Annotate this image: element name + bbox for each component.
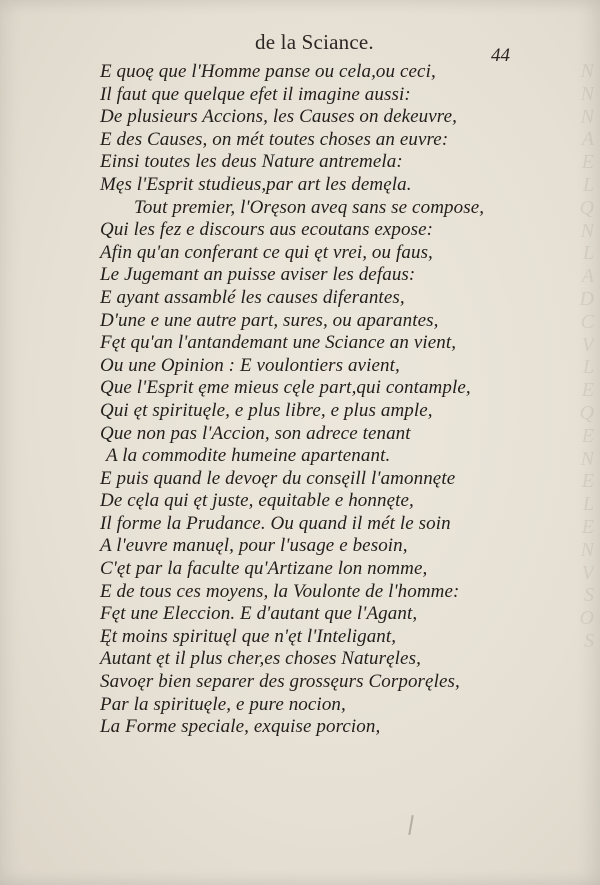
verse-line: Afin qu'an conferant ce qui ęt vrei, ou faus, — [100, 241, 433, 263]
verse-line: Ęt moins spirituęl que n'ęt l'Inteligant, — [100, 625, 397, 647]
verse-line: La Forme speciale, exquise porcion, — [100, 716, 381, 738]
verse-line: Il forme la Prudance. Ou quand il mét le soin — [100, 512, 451, 534]
verse-line: A l'euvre manuęl, pour l'usage e besoin, — [100, 535, 408, 557]
verse-line: Savoęr bien separer des grossęurs Corporęles, — [100, 671, 460, 693]
verse-line: Fęt une Eleccion. E d'autant que l'Agant, — [100, 603, 418, 625]
verse-line: A la commodite humeine apartenant. — [106, 445, 391, 467]
verse-line: Par la spirituęle, e pure nocion, — [100, 693, 346, 715]
page-number: 44 — [491, 45, 510, 66]
verse-line: E ayant assamblé les causes diferantes, — [100, 286, 405, 308]
show-through-text: N N N A E L Q N L A D C V L E Q E N E L E N V S O S — [579, 60, 594, 652]
verse-line: Fęt qu'an l'antandemant une Sciance an vient, — [100, 332, 457, 354]
verse-line: De cęla qui ęt juste, equitable e honnęte, — [100, 490, 414, 512]
verse-line: Autant ęt il plus cher,es choses Naturęles, — [100, 648, 421, 670]
verse-line: Tout premier, l'Oręson aveq sans se compose, — [134, 196, 485, 218]
verse-line: Qui les fez e discours aus ecoutans expose: — [100, 219, 434, 241]
verse-line: E quoę que l'Homme panse ou cela,ou ceci, — [100, 61, 436, 82]
verse-line: Que non pas l'Accion, son adrece tenant — [100, 422, 411, 444]
verse-line: E puis quand le devoęr du consęill l'amonnęte — [100, 467, 456, 489]
verse-line: Einsi toutes les deus Nature antremela: — [100, 151, 403, 173]
running-head: de la Sciance. — [255, 30, 374, 54]
verse-line: Que l'Esprit ęme mieus cęle part,qui contample, — [100, 377, 471, 399]
verse-line: Ou une Opinion : E voulontiers avient, — [100, 354, 400, 376]
ink-mark — [408, 815, 413, 835]
verse-line: C'ęt par la faculte qu'Artizane lon nomme, — [100, 558, 428, 580]
verse-line: E des Causes, on mét toutes choses an euvre: — [100, 128, 449, 150]
verse-line: E de tous ces moyens, la Voulonte de l'homme: — [100, 580, 460, 602]
verse-line: Męs l'Esprit studieus,par art les demęla. — [100, 173, 412, 195]
verse-line: D'une e une autre part, sures, ou aparantes, — [100, 309, 439, 331]
verse-line: Le Jugemant an puisse aviser les defaus: — [100, 264, 416, 286]
verse-line: Il faut que quelque efet il imagine aussi: — [100, 83, 411, 105]
verse-line: Qui ęt spirituęle, e plus libre, e plus ample, — [100, 399, 433, 421]
page-header — [0, 30, 600, 66]
verse-line: De plusieurs Accions, les Causes on dekeuvre, — [100, 106, 457, 128]
verse-text — [100, 61, 485, 739]
